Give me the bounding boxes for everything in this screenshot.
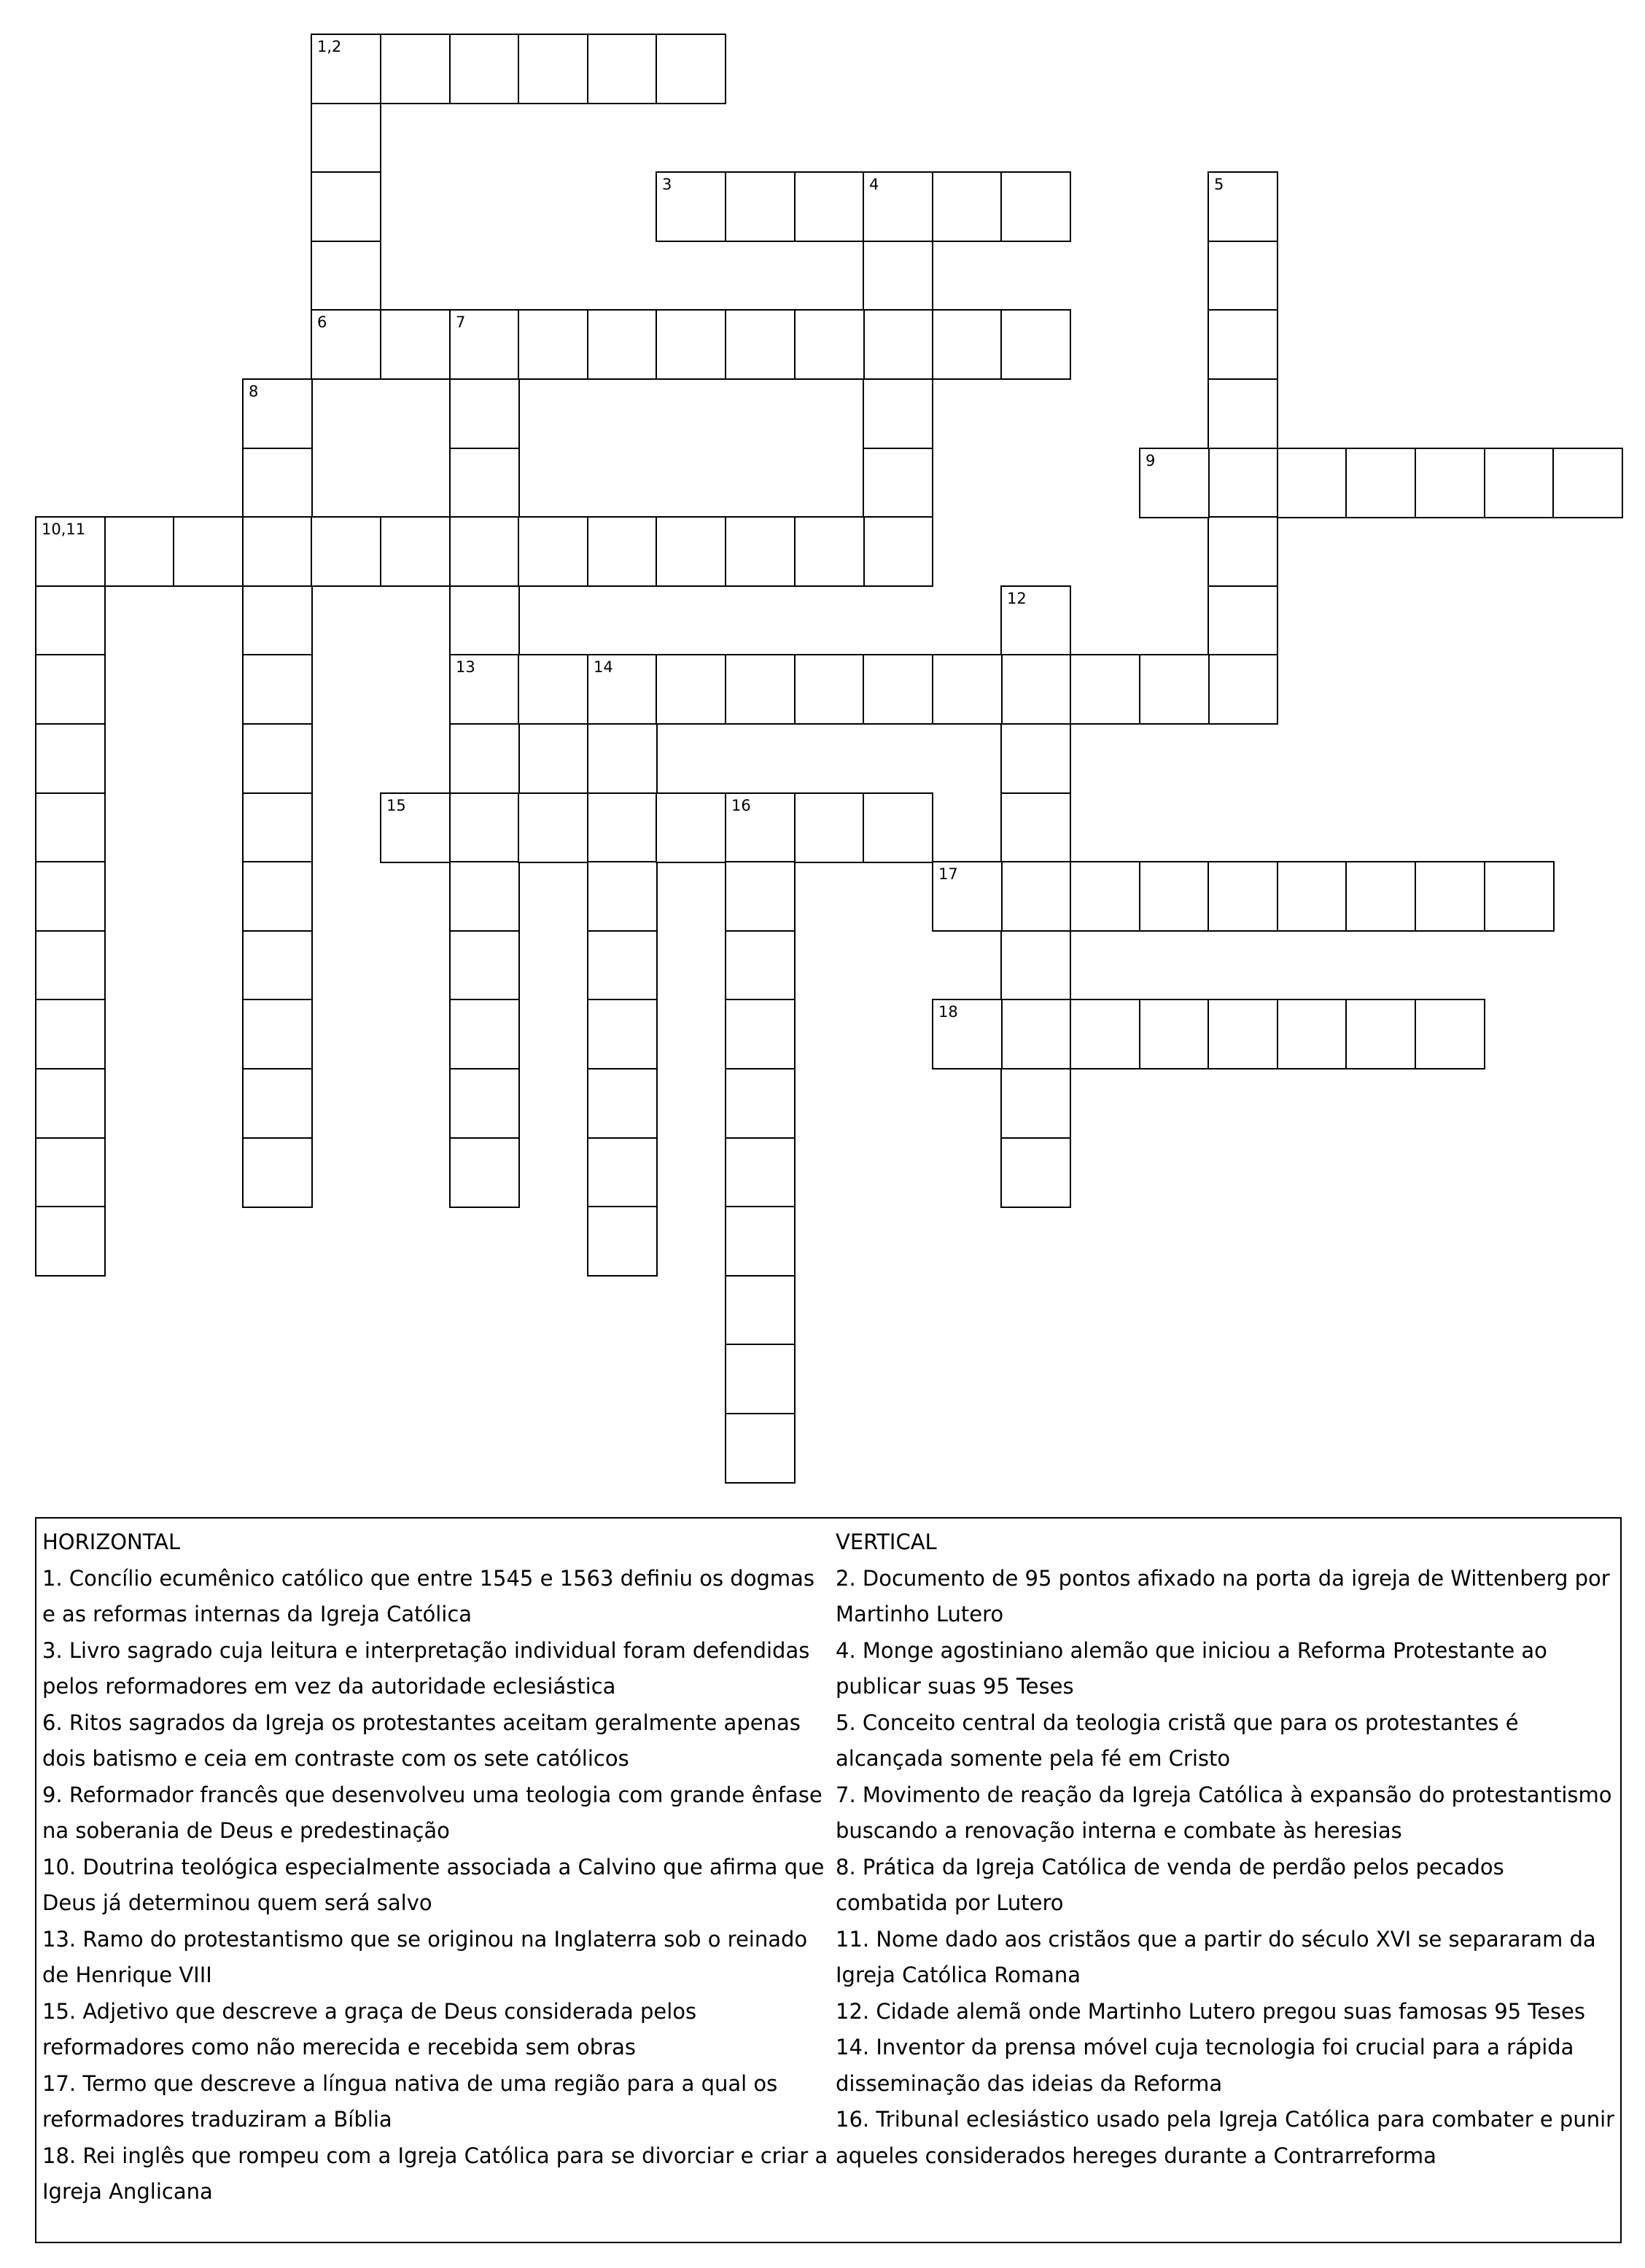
clues-box <box>35 1517 1622 2243</box>
grid-cell[interactable] <box>35 585 106 656</box>
grid-cell[interactable] <box>725 999 796 1069</box>
grid-cell[interactable] <box>932 861 1003 932</box>
clue-number: 6 <box>317 313 327 331</box>
grid-cell[interactable] <box>449 654 520 725</box>
grid-cell[interactable] <box>1000 930 1071 1001</box>
grid-cell[interactable] <box>35 930 106 1001</box>
grid-cell[interactable] <box>35 1068 106 1139</box>
grid-cell[interactable] <box>1415 448 1485 518</box>
grid-cell[interactable] <box>1208 378 1278 449</box>
grid-cell[interactable] <box>1000 792 1071 863</box>
grid-cell[interactable] <box>518 309 588 380</box>
grid-cell[interactable] <box>587 654 658 725</box>
grid-cell[interactable] <box>311 171 381 242</box>
grid-cell[interactable] <box>1000 171 1071 242</box>
grid-cell[interactable] <box>1070 861 1140 932</box>
grid-cell[interactable] <box>587 861 658 932</box>
grid-cell[interactable] <box>656 516 726 587</box>
grid-cell[interactable] <box>932 309 1003 380</box>
horizontal-clue-3: 3. Livro sagrado cuja leitura e interpretação individual foram defendidas pelos reformadores em vez da autoridade eclesiástica <box>42 1637 810 1699</box>
clue-number: 17 <box>938 865 958 883</box>
grid-cell[interactable] <box>587 930 658 1001</box>
grid-cell[interactable] <box>587 792 658 863</box>
grid-cell[interactable] <box>587 723 658 794</box>
grid-cell[interactable] <box>863 448 933 518</box>
grid-cell[interactable] <box>242 723 313 794</box>
grid-cell[interactable] <box>311 34 381 104</box>
grid-cell[interactable] <box>1208 241 1278 311</box>
grid-cell[interactable] <box>794 171 865 242</box>
vertical-clue-14: 14. Inventor da prensa móvel cuja tecnologia foi crucial para a rápida disseminação das ideias da Reforma <box>836 2035 1574 2096</box>
grid-cell[interactable] <box>1000 723 1071 794</box>
grid-cell[interactable] <box>1208 516 1278 587</box>
grid-cell[interactable] <box>1139 448 1210 518</box>
grid-cell[interactable] <box>242 861 313 932</box>
grid-cell[interactable] <box>449 1137 520 1208</box>
grid-cell[interactable] <box>35 516 106 587</box>
vertical-clue-16: 16. Tribunal eclesiástico usado pela Igreja Católica para combater e punir aqueles considerados hereges durante a Contrarreforma <box>836 2107 1615 2168</box>
grid-cell[interactable] <box>1000 1137 1071 1208</box>
clue-number: 18 <box>938 1003 958 1021</box>
grid-cell[interactable] <box>1208 861 1278 932</box>
grid-cell[interactable] <box>1484 448 1555 518</box>
clue-number: 16 <box>731 797 751 814</box>
grid-cell[interactable] <box>1000 999 1071 1069</box>
grid-cell[interactable] <box>863 654 933 725</box>
grid-cell[interactable] <box>242 1068 313 1139</box>
grid-cell[interactable] <box>449 516 520 587</box>
grid-cell[interactable] <box>587 1137 658 1208</box>
grid-cell[interactable] <box>587 309 658 380</box>
vertical-clue-11: 11. Nome dado aos cristãos que a partir do século XVI se separaram da Igreja Católica Romana <box>836 1926 1596 1987</box>
vertical-clue-12: 12. Cidade alemã onde Martinho Lutero pregou suas famosas 95 Teses <box>836 1998 1585 2024</box>
grid-cell[interactable] <box>1139 861 1210 932</box>
grid-cell[interactable] <box>1415 999 1485 1069</box>
grid-cell[interactable] <box>725 1344 796 1414</box>
grid-cell[interactable] <box>449 1068 520 1139</box>
clue-number: 5 <box>1214 176 1224 193</box>
grid-cell[interactable] <box>863 171 933 242</box>
grid-cell[interactable] <box>311 103 381 174</box>
clue-number: 3 <box>662 176 672 193</box>
grid-cell[interactable] <box>242 930 313 1001</box>
grid-cell[interactable] <box>449 999 520 1069</box>
horizontal-clue-9: 9. Reformador francês que desenvolveu uma teologia com grande ênfase na soberania de Deus e predestinação <box>42 1782 822 1843</box>
grid-cell[interactable] <box>518 34 588 104</box>
grid-cell[interactable] <box>863 792 933 863</box>
grid-cell[interactable] <box>794 792 865 863</box>
grid-cell[interactable] <box>518 654 588 725</box>
grid-cell[interactable] <box>242 448 313 518</box>
clue-number: 14 <box>594 658 613 676</box>
grid-cell[interactable] <box>311 516 381 587</box>
grid-cell[interactable] <box>1208 654 1278 725</box>
grid-cell[interactable] <box>449 585 520 656</box>
vertical-clue-8: 8. Prática da Igreja Católica de venda de perdão pelos pecados combatida por Lutero <box>836 1854 1504 1915</box>
clue-number: 4 <box>869 176 879 193</box>
grid-cell[interactable] <box>242 792 313 863</box>
grid-cell[interactable] <box>1208 309 1278 380</box>
grid-cell[interactable] <box>1484 861 1555 932</box>
grid-cell[interactable] <box>518 516 588 587</box>
vertical-clue-4: 4. Monge agostiniano alemão que iniciou a Reforma Protestante ao publicar suas 95 Teses <box>836 1637 1547 1699</box>
grid-cell[interactable] <box>863 241 933 311</box>
grid-cell[interactable] <box>656 309 726 380</box>
vertical-title: VERTICAL <box>836 1529 937 1554</box>
grid-cell[interactable] <box>725 1275 796 1346</box>
grid-cell[interactable] <box>35 861 106 932</box>
grid-cell[interactable] <box>1000 585 1071 656</box>
horizontal-clue-13: 13. Ramo do protestantismo que se originou na Inglaterra sob o reinado de Henrique VIII <box>42 1926 808 1987</box>
clue-number: 9 <box>1146 452 1156 469</box>
grid-cell[interactable] <box>932 654 1003 725</box>
clue-number: 12 <box>1007 590 1027 607</box>
grid-cell[interactable] <box>725 654 796 725</box>
grid-cell[interactable] <box>725 1413 796 1484</box>
grid-cell[interactable] <box>1208 448 1278 518</box>
grid-cell[interactable] <box>1208 999 1278 1069</box>
grid-cell[interactable] <box>1552 448 1623 518</box>
grid-cell[interactable] <box>242 1137 313 1208</box>
grid-cell[interactable] <box>449 34 520 104</box>
grid-cell[interactable] <box>242 654 313 725</box>
vertical-clue-2: 2. Documento de 95 pontos afixado na porta da igreja de Wittenberg por Martinho Lutero <box>836 1565 1610 1626</box>
horizontal-clue-10: 10. Doutrina teológica especialmente associada a Calvino que afirma que Deus já determinou quem será salvo <box>42 1854 825 1915</box>
grid-cell[interactable] <box>311 241 381 311</box>
grid-cell[interactable] <box>380 516 451 587</box>
grid-cell[interactable] <box>449 448 520 518</box>
grid-cell[interactable] <box>1345 999 1416 1069</box>
grid-cell[interactable] <box>1070 999 1140 1069</box>
grid-cell[interactable] <box>725 309 796 380</box>
grid-cell[interactable] <box>1139 999 1210 1069</box>
grid-cell[interactable] <box>242 516 313 587</box>
clue-number: 13 <box>456 658 475 676</box>
grid-cell[interactable] <box>725 171 796 242</box>
horizontal-clue-6: 6. Ritos sagrados da Igreja os protestantes aceitam geralmente apenas dois batismo e ceia em contraste com os sete católicos <box>42 1710 801 1771</box>
grid-cell[interactable] <box>242 999 313 1069</box>
grid-cell[interactable] <box>1208 171 1278 242</box>
grid-cell[interactable] <box>1415 861 1485 932</box>
grid-cell[interactable] <box>1208 585 1278 656</box>
grid-cell[interactable] <box>587 516 658 587</box>
grid-cell[interactable] <box>35 792 106 863</box>
horizontal-clue-18: 18. Rei inglês que rompeu com a Igreja Católica para se divorciar e criar a Igreja Anglicana <box>42 2143 828 2204</box>
grid-cell[interactable] <box>587 999 658 1069</box>
grid-cell[interactable] <box>932 171 1003 242</box>
clue-number: 8 <box>249 383 259 400</box>
grid-cell[interactable] <box>863 516 933 587</box>
grid-cell[interactable] <box>656 171 726 242</box>
grid-cell[interactable] <box>1000 654 1071 725</box>
grid-cell[interactable] <box>1000 1068 1071 1139</box>
grid-cell[interactable] <box>35 723 106 794</box>
grid-cell[interactable] <box>587 34 658 104</box>
grid-cell[interactable] <box>1345 448 1416 518</box>
grid-cell[interactable] <box>1277 448 1348 518</box>
clue-number: 1,2 <box>317 38 342 55</box>
grid-cell[interactable] <box>725 792 796 863</box>
grid-cell[interactable] <box>725 1137 796 1208</box>
grid-cell[interactable] <box>725 861 796 932</box>
vertical-clues-column <box>836 1524 1616 2174</box>
grid-cell[interactable] <box>449 723 520 794</box>
grid-cell[interactable] <box>863 309 933 380</box>
grid-cell[interactable] <box>380 792 451 863</box>
grid-cell[interactable] <box>656 654 726 725</box>
grid-cell[interactable] <box>380 309 451 380</box>
horizontal-title: HORIZONTAL <box>42 1529 181 1554</box>
grid-cell[interactable] <box>449 378 520 449</box>
grid-cell[interactable] <box>449 792 520 863</box>
grid-cell[interactable] <box>587 1068 658 1139</box>
horizontal-clues-column <box>42 1524 830 2210</box>
clue-number: 7 <box>456 313 466 331</box>
grid-cell[interactable] <box>1277 999 1348 1069</box>
grid-cell[interactable] <box>794 654 865 725</box>
grid-cell[interactable] <box>656 34 726 104</box>
grid-cell[interactable] <box>35 1206 106 1277</box>
grid-cell[interactable] <box>449 861 520 932</box>
grid-cell[interactable] <box>725 1206 796 1277</box>
grid-cell[interactable] <box>311 309 381 380</box>
horizontal-clue-15: 15. Adjetivo que descreve a graça de Deus considerada pelos reformadores como não merecida e recebida sem obras <box>42 1998 697 2059</box>
horizontal-clue-1: 1. Concílio ecumênico católico que entre 1545 e 1563 definiu os dogmas e as reformas internas da Igreja Católica <box>42 1565 814 1626</box>
grid-cell[interactable] <box>863 378 933 449</box>
clue-number: 15 <box>386 797 406 814</box>
horizontal-clue-17: 17. Termo que descreve a língua nativa de uma região para a qual os reformadores traduziram a Bíblia <box>42 2070 778 2132</box>
grid-cell[interactable] <box>1139 654 1210 725</box>
grid-cell[interactable] <box>794 516 865 587</box>
grid-cell[interactable] <box>932 999 1003 1069</box>
clue-number: 10,11 <box>42 521 86 538</box>
vertical-clue-5: 5. Conceito central da teologia cristã que para os protestantes é alcançada somente pela fé em Cristo <box>836 1710 1519 1771</box>
grid-cell[interactable] <box>587 1206 658 1277</box>
grid-cell[interactable] <box>449 930 520 1001</box>
grid-cell[interactable] <box>449 309 520 380</box>
vertical-clue-7: 7. Movimento de reação da Igreja Católica à expansão do protestantismo buscando a renovação interna e combate às heresias <box>836 1782 1612 1843</box>
grid-cell[interactable] <box>35 654 106 725</box>
grid-cell[interactable] <box>242 585 313 656</box>
grid-cell[interactable] <box>725 516 796 587</box>
grid-cell[interactable] <box>725 1068 796 1139</box>
grid-cell[interactable] <box>173 516 244 587</box>
grid-cell[interactable] <box>518 792 588 863</box>
grid-cell[interactable] <box>1277 861 1348 932</box>
grid-cell[interactable] <box>104 516 175 587</box>
grid-cell[interactable] <box>242 378 313 449</box>
grid-cell[interactable] <box>725 930 796 1001</box>
grid-cell[interactable] <box>35 1137 106 1208</box>
grid-cell[interactable] <box>1070 654 1140 725</box>
grid-cell[interactable] <box>656 792 726 863</box>
grid-cell[interactable] <box>35 999 106 1069</box>
grid-cell[interactable] <box>1000 309 1071 380</box>
grid-cell[interactable] <box>1345 861 1416 932</box>
grid-cell[interactable] <box>794 309 865 380</box>
grid-cell[interactable] <box>380 34 451 104</box>
grid-cell[interactable] <box>1000 861 1071 932</box>
